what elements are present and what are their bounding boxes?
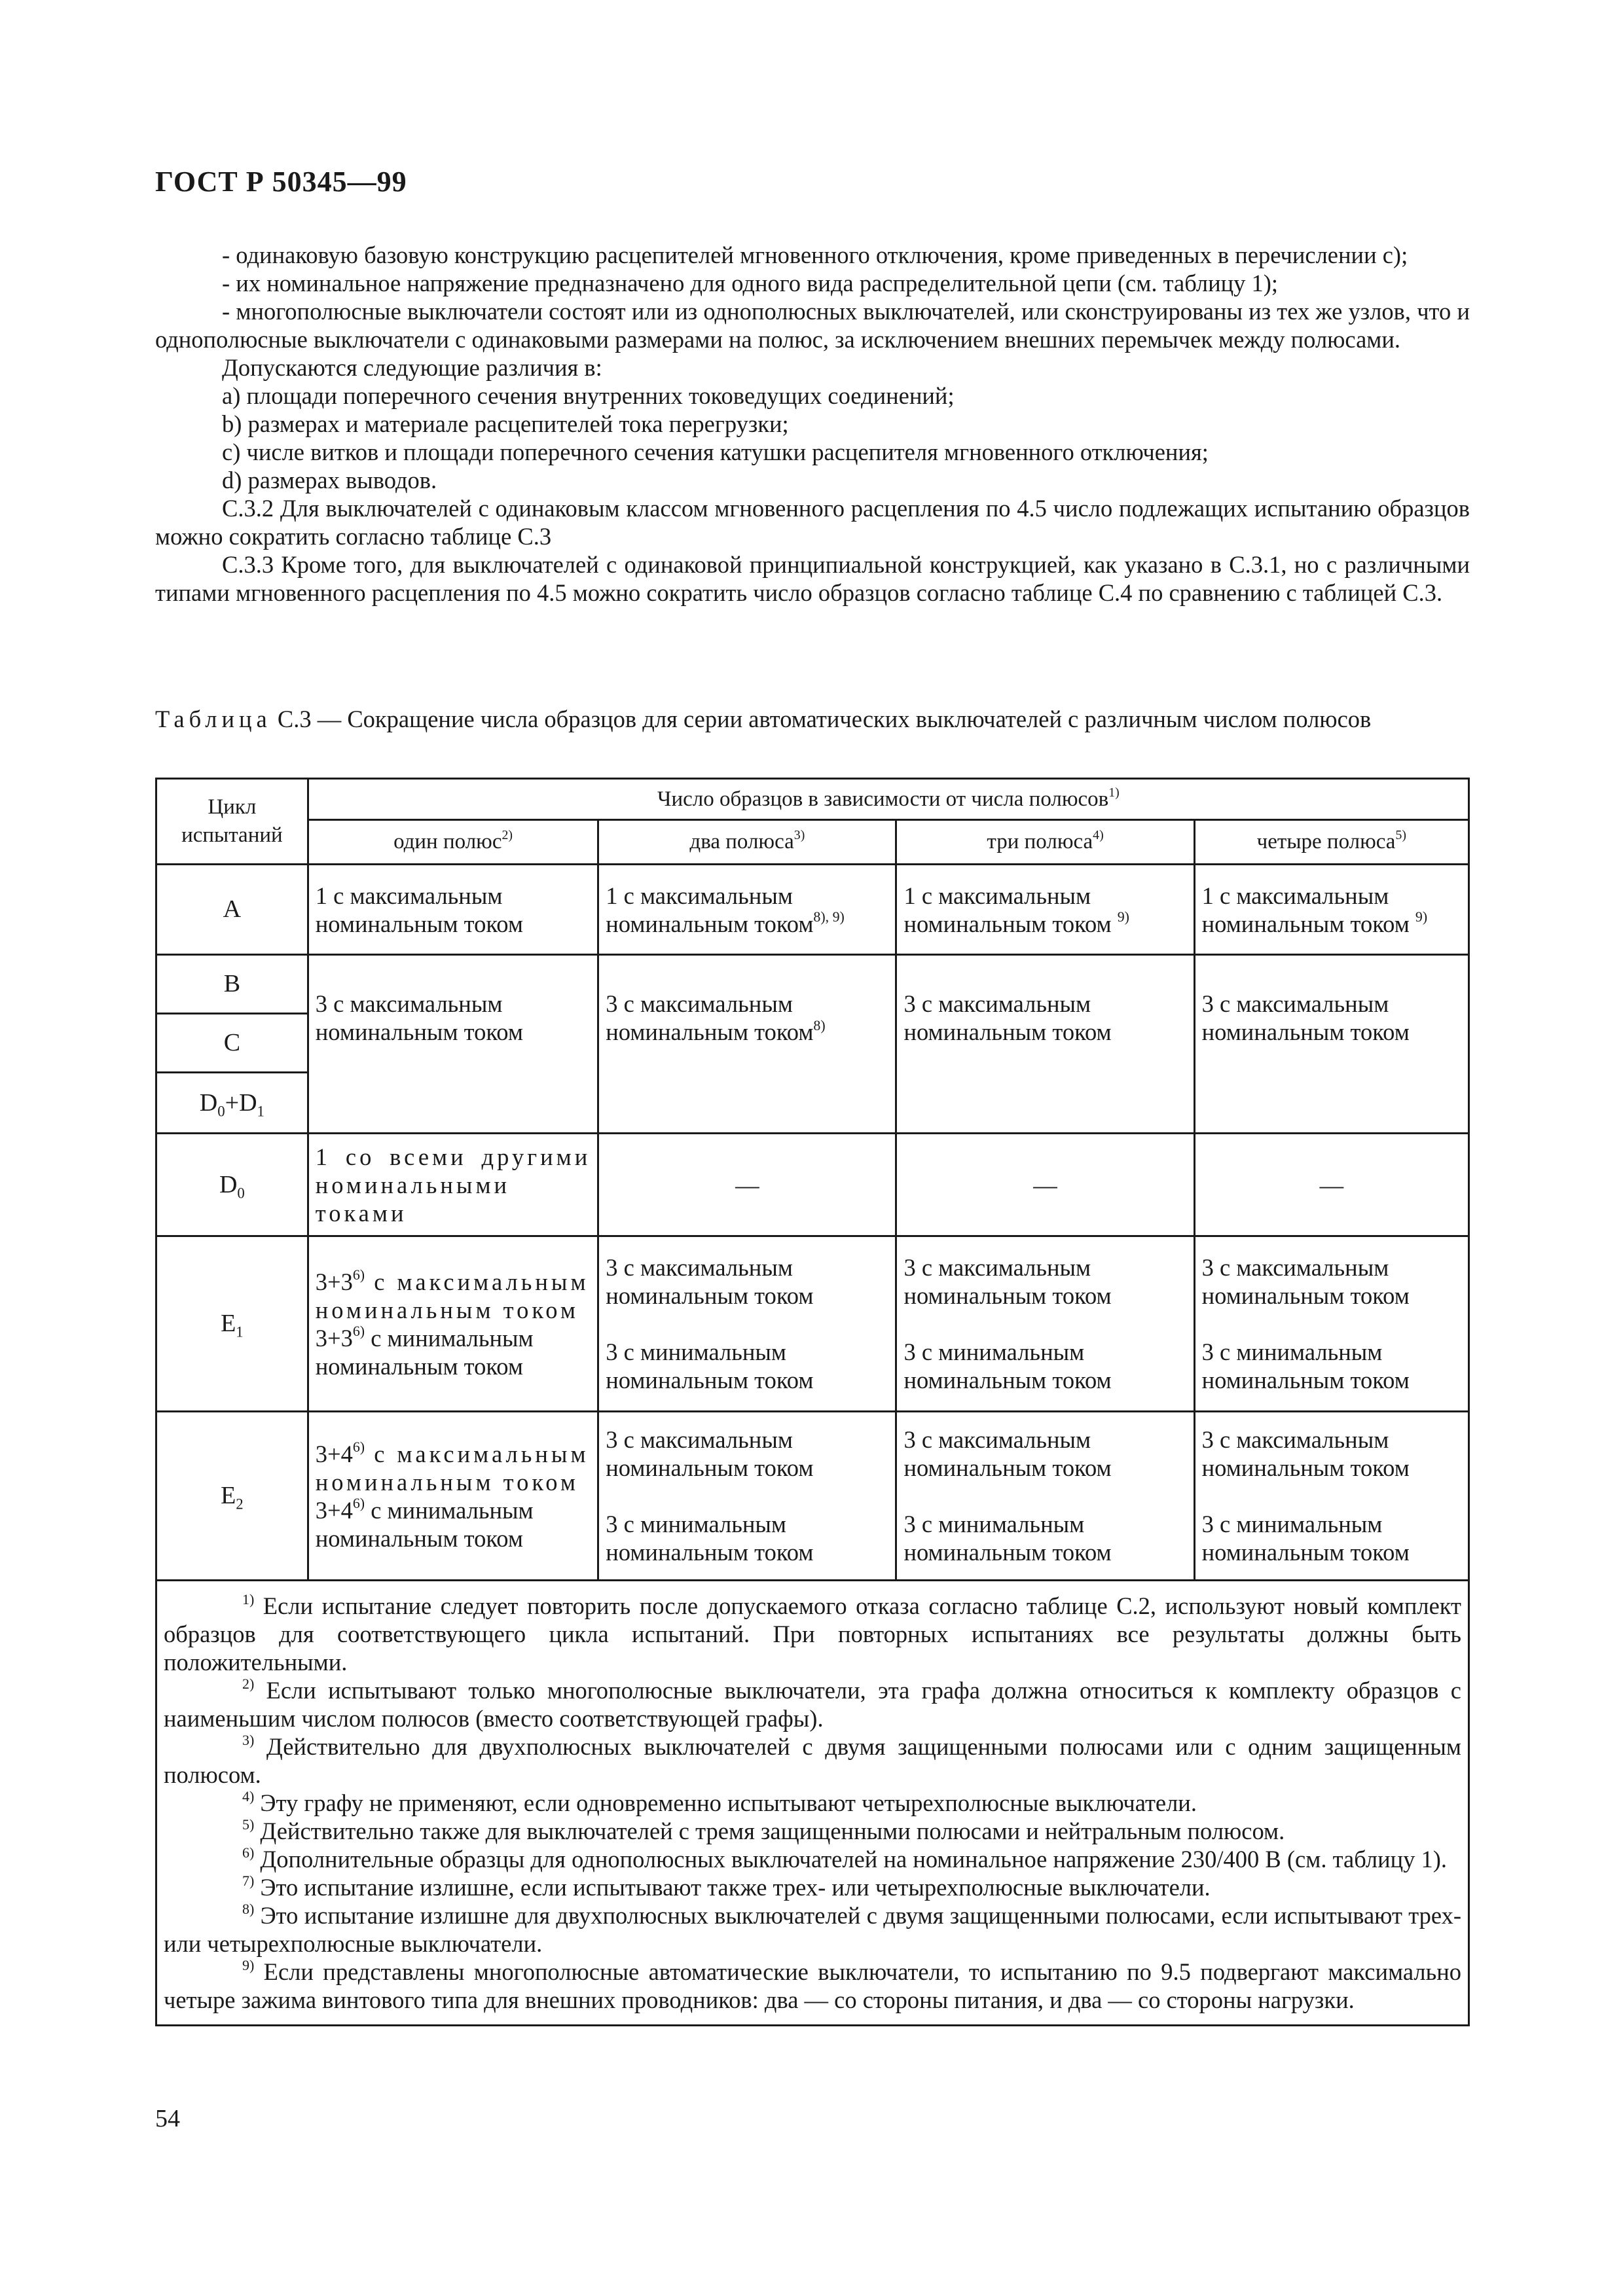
header-samples-label: Число образцов в зависимости от числа полюсов [657, 787, 1109, 811]
footnote: $^{5)}$ Действительно также для выключателей с тремя защищенными полюсами и нейтральным полюсом. [242, 1816, 1285, 1844]
cell: 3 с максимальным номинальным током [896, 955, 1194, 1134]
cell: 1 с максимальным номинальным током $^{9)}$ [896, 865, 1194, 955]
footnote-ref: 1) [1108, 785, 1120, 800]
cell-dash: — [896, 1134, 1194, 1236]
cell: 3 с максимальным номинальным током 3 с минимальным номинальным током [1194, 1236, 1468, 1412]
cell: 1 со всеми другими номинальными токами [308, 1134, 598, 1236]
cycle-d0-d1: $D_0+D_1$ [156, 1073, 308, 1134]
cycle-e2: $E_2$ [156, 1412, 308, 1581]
footnote: $^{8)}$ Это испытание излишне для двухполюсных выключателей с двумя защищенными полюсами, если испытывают трех- или четырехполюсные выключатели. [164, 1900, 1461, 1957]
cycle-a: A [156, 865, 308, 955]
cell: 3 с максимальным номинальным током 3 с минимальным номинальным током [896, 1236, 1194, 1412]
header-two-poles: два полюса$^{3)}$ [598, 820, 896, 865]
paragraph: Допускаются следующие различия в: [222, 354, 602, 381]
header-four-poles: четыре полюса$^{5)}$ [1194, 820, 1468, 865]
cell: 3 с максимальным номинальным током 3 с минимальным номинальным током [896, 1412, 1194, 1581]
cycle-e1: $E_1$ [156, 1236, 308, 1412]
document-header: ГОСТ Р 50345—99 [155, 166, 407, 198]
body-text [155, 241, 1470, 607]
cell: 3 с максимальным номинальным током [1194, 955, 1468, 1134]
cell: $3+4^{6)}$ с максимальным номинальным током $3+4^{6)}$ с минимальным номинальным током [308, 1412, 598, 1581]
table-row [156, 955, 1469, 1014]
header-samples-group [308, 779, 1468, 820]
cell-dash: — [598, 1134, 896, 1236]
table-caption [155, 705, 1470, 733]
cell: 3 с максимальным номинальным током$^{8)}$ [598, 955, 896, 1134]
header-one-pole: один полюс$^{2)}$ [308, 820, 598, 865]
table-row [156, 1412, 1469, 1581]
table-row [156, 1236, 1469, 1412]
cell: 3 с максимальным номинальным током [308, 955, 598, 1134]
footnote: $^{2)}$ Если испытывают только многополюсные выключатели, эта графа должна относиться к комплекту образцов с наименьшим числом полюсов (вместо соответствующей графы). [164, 1675, 1461, 1732]
paragraph: - многополюсные выключатели состоят или из однополюсных выключателей, или сконструированы из тех же узлов, что и однополюсные выключатели с одинаковыми размерами на полюс, за исключением внешних перемычек между полюсами. [155, 298, 1470, 353]
paragraph: d) размерах выводов. [222, 467, 437, 493]
paragraph: С.3.3 Кроме того, для выключателей с одинаковой принципиальной конструкцией, как указано в С.3.1, но с различными типами мгновенного расцепления по 4.5 можно сократить число образцов согласно таблице С.4 по сравнению с таблицей С.3. [155, 551, 1470, 606]
paragraph: - их номинальное напряжение предназначено для одного вида распределительной цепи (см. таблицу 1); [222, 270, 1279, 296]
footnote: $^{3)}$ Действительно для двухполюсных выключателей с двумя защищенными полюсами или с одним защищенным полюсом. [164, 1731, 1461, 1788]
cycle-b: B [156, 955, 308, 1014]
table-footnotes-row [156, 1581, 1469, 2026]
page-number: 54 [155, 2105, 180, 2132]
cell: 1 с максимальным номинальным током [308, 865, 598, 955]
cell: $3+3^{6)}$ с максимальным номинальным током $3+3^{6)}$ с минимальным номинальным током [308, 1236, 598, 1412]
cycle-c: C [156, 1014, 308, 1073]
samples-table [155, 778, 1470, 2026]
table-row [156, 1134, 1469, 1236]
header-cycle: Цикл испытаний [156, 779, 308, 865]
cell: 3 с максимальным номинальным током 3 с минимальным номинальным током [598, 1412, 896, 1581]
caption-text: С.3 — Сокращение числа образцов для серии автоматических выключателей с различным числом полюсов [271, 706, 1372, 732]
footnote: $^{1)}$ Если испытание следует повторить после допускаемого отказа согласно таблице С.2, используют новый комплект образцов для соответствующего цикла испытаний. При повторных испытаниях все результаты должны быть положительными. [164, 1590, 1461, 1676]
paragraph: С.3.2 Для выключателей с одинаковым классом мгновенного расцепления по 4.5 число подлежащих испытанию образцов можно сократить согласно таблице С.3 [155, 495, 1470, 550]
footnote: $^{9)}$ Если представлены многополюсные автоматические выключатели, то испытанию по 9.5 подвергают максимально четыре зажима винтового типа для внешних проводников: два — со стороны питания, и два — со стороны нагрузки. [164, 1956, 1461, 2013]
cell-dash: — [1194, 1134, 1468, 1236]
cycle-d0: $D_0$ [156, 1134, 308, 1236]
paragraph: c) числе витков и площади поперечного сечения катушки расцепителя мгновенного отключения; [222, 439, 1209, 465]
paragraph: - одинаковую базовую конструкцию расцепителей мгновенного отключения, кроме приведенных в перечислении с); [222, 242, 1408, 268]
caption-prefix: Таблица [155, 706, 272, 732]
cell: 1 с максимальным номинальным током$^{8), 9)}$ [598, 865, 896, 955]
cell: 3 с максимальным номинальным током 3 с минимальным номинальным током [598, 1236, 896, 1412]
table-footnotes [156, 1581, 1469, 2026]
cell: 1 с максимальным номинальным током $^{9)}$ [1194, 865, 1468, 955]
footnote: $^{7)}$ Это испытание излишне, если испытывают также трех- или четырехполюсные выключатели. [242, 1872, 1211, 1901]
header-three-poles: три полюса$^{4)}$ [896, 820, 1194, 865]
cell: 3 с максимальным номинальным током 3 с минимальным номинальным током [1194, 1412, 1468, 1581]
paragraph: a) площади поперечного сечения внутренних токоведущих соединений; [222, 382, 955, 409]
footnote: $^{4)}$ Эту графу не применяют, если одновременно испытывают четырехполюсные выключатели. [242, 1787, 1197, 1816]
paragraph: b) размерах и материале расцепителей тока перегрузки; [222, 410, 789, 437]
footnote: $^{6)}$ Дополнительные образцы для однополюсных выключателей на номинальное напряжение 230/400 В (см. таблицу 1). [242, 1844, 1448, 1873]
table-row [156, 865, 1469, 955]
